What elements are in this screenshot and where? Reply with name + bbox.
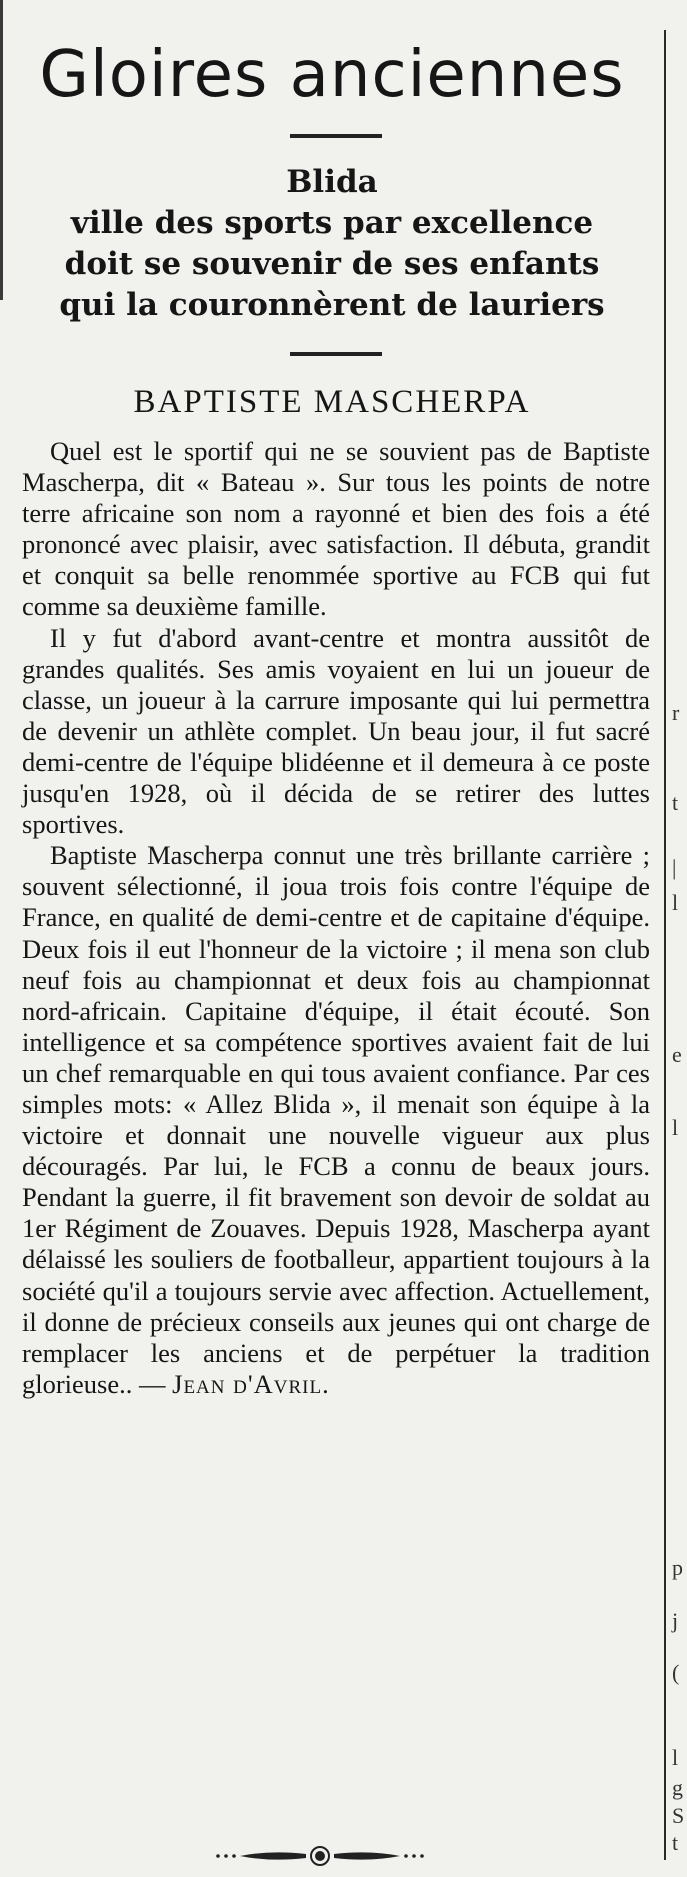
margin-fragment: p [672, 1555, 683, 1580]
column-rule [664, 30, 666, 1860]
margin-fragment: S [672, 1803, 685, 1828]
deck-line: Blida [286, 164, 378, 200]
margin-fragment: t [672, 1830, 679, 1855]
margin-fragment: t [672, 790, 679, 815]
deck-line: ville des sports par excellence [70, 205, 594, 241]
paragraph: Quel est le sportif qui ne se souvient pas de Baptiste Mascherpa, dit « Bateau ». Sur tous les points de notre terre africaine son nom a rayonné et bien des fois a été prononcé avec plaisir, avec satisfaction. Il débuta, grandit et conquit sa belle renommée sportive au FCB qui fut comme sa deuxième famille. [22, 436, 650, 622]
divider-rule [290, 352, 382, 356]
margin-fragment: j [672, 1608, 679, 1633]
author-signature: Jean d'Avril. [172, 1368, 330, 1399]
deck-line: qui la couronnèrent de lauriers [59, 287, 605, 323]
paragraph-text: Baptiste Mascherpa connut une très brillante carrière ; souvent sélectionné, il joua trois fois contre l'équipe de France, en qualité de demi-centre et de capitaine d'équipe. Deux fois il eut l'honneur de la victoire ; il mena son club neuf fois au championnat et deux fois au championnat nord-africain. Capitaine d'équipe, il était écouté. Son intelligence et sa compétence sportives avaient fait de lui un chef remarquable en qui tous avaient confiance. Par ces simples mots: « Allez Blida », il menait son équipe à la victoire et donnait une nouvelle vigueur aux plus découragés. Par lui, le FCB a connu de beaux jours. Pendant la guerre, il fit bravement son devoir de soldat au 1er Régiment de Zouaves. Depuis 1928, Mascherpa ayant délaissé les souliers de footballeur, appartient toujours à la société qu'il a toujours servie avec affection. Actuellement, il donne de précieux conseils aux jeunes qui ont charge de remplacer les anciens et de perpétuer la tradition glorieuse.. — [22, 840, 650, 1399]
margin-fragment: g [672, 1775, 683, 1800]
deck-line: doit se souvenir de ses enfants [64, 246, 600, 282]
ornament-divider-icon [210, 1843, 430, 1869]
article-body [22, 436, 650, 1400]
adjacent-column-fragments [672, 0, 687, 1877]
paragraph: Il y fut d'abord avant-centre et montra aussitôt de grandes qualités. Ses amis voyaient en lui un joueur de classe, un joueur à la carrure imposante qui lui permettra de devenir un athlète complet. Un beau jour, il fut sacré demi-centre de l'équipe blidéenne et il demeura à ce poste jusqu'en 1928, où il décida de se retirer des luttes sportives. [22, 622, 650, 840]
margin-fragment: r [672, 700, 680, 725]
margin-fragment: | [672, 855, 677, 880]
paragraph [22, 840, 650, 1400]
margin-fragment: ( [672, 1660, 680, 1685]
margin-fragment: l [672, 1115, 679, 1140]
headline: Gloires anciennes [39, 38, 625, 112]
margin-fragment: e [672, 1042, 682, 1067]
deck [0, 162, 664, 326]
subject-name: BAPTISTE MASCHERPA [133, 384, 531, 420]
margin-fragment: l [672, 890, 679, 915]
margin-fragment: l [672, 1745, 679, 1770]
divider-rule [290, 134, 382, 138]
